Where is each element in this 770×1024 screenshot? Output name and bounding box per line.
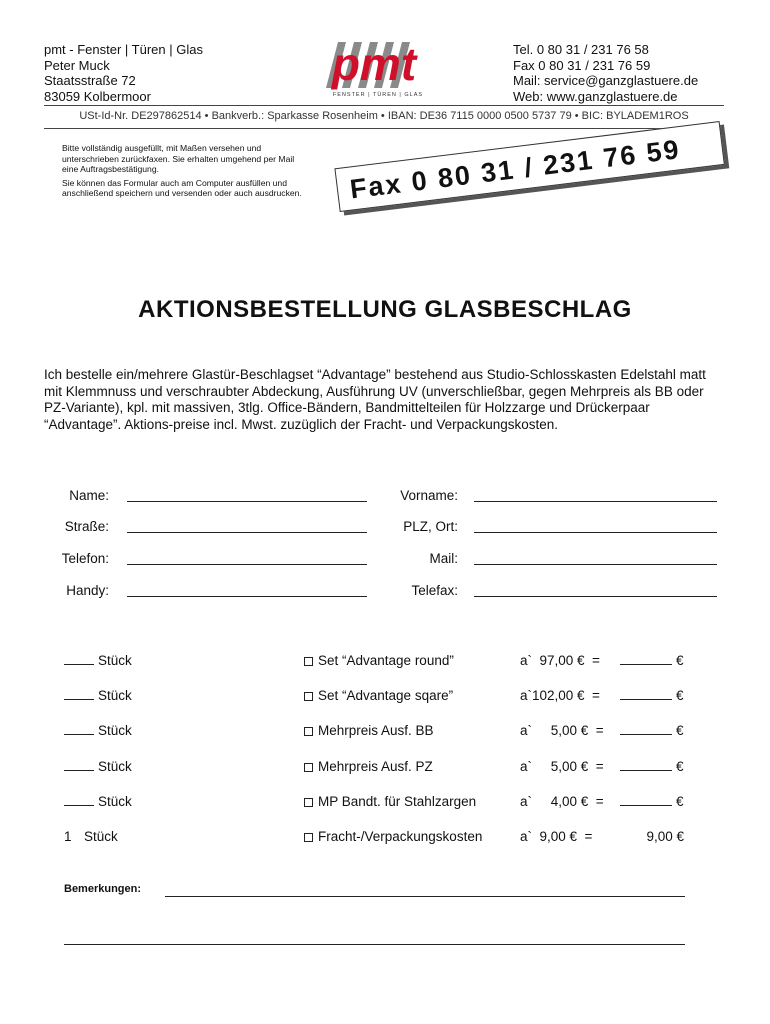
quantity-cell <box>64 723 132 738</box>
company-address <box>44 42 203 104</box>
instruction-note <box>62 143 312 202</box>
item-name: Set “Advantage round” <box>318 653 454 668</box>
item-price: a` 97,00 € = <box>520 653 600 668</box>
item-checkbox[interactable] <box>304 727 313 736</box>
quantity-cell <box>64 829 118 844</box>
quantity-input[interactable] <box>64 760 94 771</box>
unit-label: Stück <box>98 759 132 774</box>
quantity-cell <box>64 794 132 809</box>
page-title: AKTIONSBESTELLUNG GLASBESCHLAG <box>138 296 632 323</box>
vorname-label: Vorname: <box>400 488 458 503</box>
item-price: a`102,00 € = <box>520 688 600 703</box>
total-currency: € <box>676 794 684 809</box>
address-line: pmt - Fenster | Türen | Glas <box>44 42 203 57</box>
item-label <box>304 653 454 668</box>
quantity-input[interactable] <box>64 724 94 735</box>
total-cell <box>620 688 684 703</box>
bank-info: USt-Id-Nr. DE297862514 • Bankverb.: Sparkasse Rosenheim • IBAN: DE36 7115 0000 0500 5737 79 • BIC: BYLADEM1ROS <box>44 105 724 129</box>
unit-label: Stück <box>98 688 132 703</box>
quantity-cell <box>64 688 132 703</box>
remarks-label: Bemerkungen: <box>64 883 142 895</box>
total-input[interactable] <box>620 654 672 665</box>
item-name: MP Bandt. für Stahlzargen <box>318 794 477 809</box>
unit-label: Stück <box>98 723 132 738</box>
telefax-field[interactable] <box>474 584 717 597</box>
total-input[interactable] <box>620 724 672 735</box>
name-field[interactable] <box>127 489 367 502</box>
order-description: Ich bestelle ein/mehrere Glastür-Beschlagset “Advantage” bestehend aus Studio-Schlosskasten Edelstahl matt mit Klemmnuss und verschraubter Abdeckung, Ausführung UV (unverschließbar, gegen Mehrpreis als BB oder PZ-Variante), kpl. mit massiven, 3tlg. Office-Bändern, Bandmittelteilen für Holzzarge und Drückerpaar “Advantage”. Aktions-preise incl. Mwst. zuzüglich der Fracht- und Verpackungskosten. <box>44 367 706 432</box>
address-line: 83059 Kolbermoor <box>44 88 151 104</box>
total-cell <box>620 653 684 668</box>
item-name: Mehrpreis Ausf. BB <box>318 723 434 738</box>
item-name: Set “Advantage sqare” <box>318 688 454 703</box>
total-currency: € <box>676 723 684 738</box>
telefon-field[interactable] <box>127 552 367 565</box>
item-checkbox[interactable] <box>304 657 313 666</box>
plz-field[interactable] <box>474 520 717 533</box>
fax-banner-text: Fax 0 80 31 / 231 76 59 <box>334 121 724 212</box>
name-label: Name: <box>69 488 109 503</box>
remarks-field[interactable] <box>165 884 685 897</box>
unit-label: Stück <box>84 829 118 844</box>
fax: Fax 0 80 31 / 231 76 59 <box>513 57 651 73</box>
vorname-field[interactable] <box>474 489 717 502</box>
total-input[interactable] <box>620 795 672 806</box>
quantity-input[interactable] <box>64 689 94 700</box>
handy-field[interactable] <box>127 584 367 597</box>
remarks-field-line-2[interactable] <box>64 932 685 945</box>
item-price: a` 5,00 € = <box>520 723 604 738</box>
item-label <box>304 829 482 844</box>
note-paragraph: Sie können das Formular auch am Computer ausfüllen und anschließend speichern und versenden oder auch ausdrucken. <box>62 177 302 199</box>
item-price: a` 5,00 € = <box>520 759 604 774</box>
total-currency: € <box>676 759 684 774</box>
mail-field[interactable] <box>474 552 717 565</box>
item-checkbox[interactable] <box>304 798 313 807</box>
strasse-label: Straße: <box>64 519 109 534</box>
address-line: Peter Muck <box>44 57 110 73</box>
item-label <box>304 794 476 809</box>
quantity-cell <box>64 653 132 668</box>
item-label <box>304 759 433 774</box>
website: Web: www.ganzglastuere.de <box>513 88 678 104</box>
pmt-logo <box>308 36 440 100</box>
strasse-field[interactable] <box>127 520 367 533</box>
item-name: Fracht-/Verpackungskosten <box>318 829 483 844</box>
logo-text: pmt <box>331 38 417 90</box>
handy-label: Handy: <box>66 583 109 598</box>
email: Mail: service@ganzglastuere.de <box>513 73 699 88</box>
item-checkbox[interactable] <box>304 692 313 701</box>
mail-label: Mail: <box>429 551 458 566</box>
telefax-label: Telefax: <box>411 583 458 598</box>
quantity-input[interactable] <box>64 795 94 806</box>
total-currency: € <box>676 653 684 668</box>
total-input[interactable] <box>620 760 672 771</box>
item-label <box>304 688 453 703</box>
total-input[interactable] <box>620 689 672 700</box>
unit-label: Stück <box>98 794 132 809</box>
fax-banner <box>334 120 737 214</box>
item-name: Mehrpreis Ausf. PZ <box>318 759 433 774</box>
logo-tagline: FENSTER | TÜREN | GLAS <box>332 92 424 98</box>
total-currency: € <box>676 688 684 703</box>
plz-label: PLZ, Ort: <box>403 519 458 534</box>
note-paragraph: Bitte vollständig ausgefüllt, mit Maßen versehen und unterschrieben zurückfaxen. Sie erhalten umgehend per Mail eine Auftragsbestätigung. <box>62 143 295 175</box>
contact-info <box>513 42 698 104</box>
phone: Tel. 0 80 31 / 231 76 58 <box>513 42 649 57</box>
item-price: a` 9,00 € = <box>520 829 593 844</box>
quantity-input[interactable] <box>64 654 94 665</box>
item-label <box>304 723 434 738</box>
total-cell <box>620 759 684 774</box>
item-checkbox[interactable] <box>304 833 313 842</box>
unit-label: Stück <box>98 653 132 668</box>
total-cell <box>620 723 684 738</box>
item-price: a` 4,00 € = <box>520 794 604 809</box>
address-line: Staatsstraße 72 <box>44 73 136 88</box>
telefon-label: Telefon: <box>61 551 109 566</box>
quantity-value: 1 <box>64 829 72 844</box>
quantity-cell <box>64 759 132 774</box>
total-value: 9,00 € <box>646 829 684 844</box>
item-checkbox[interactable] <box>304 763 313 772</box>
total-cell <box>620 794 684 809</box>
